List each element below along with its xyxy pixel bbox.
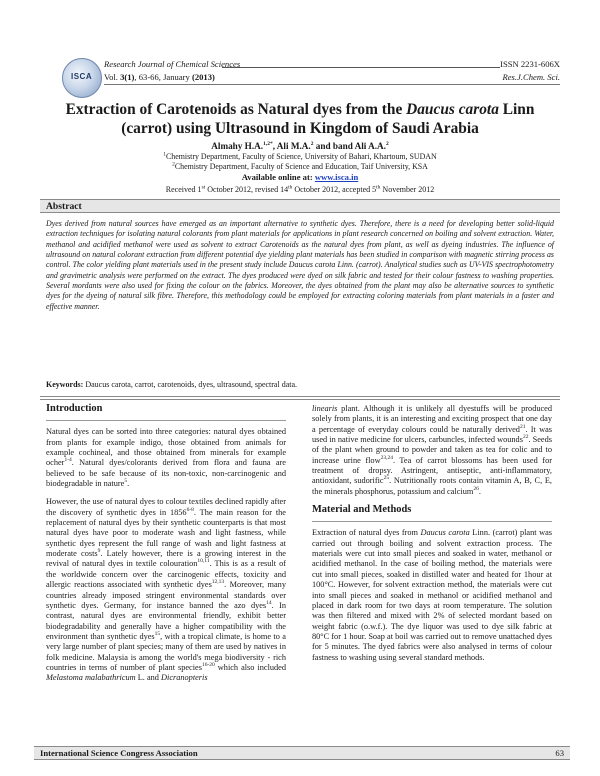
section-heading-methods: Material and Methods	[312, 504, 412, 516]
authors: Almahy H.A.$^{1,2*}$, Ali M.A.$^2$ and band Ali A.A.$^2$	[211, 140, 389, 151]
issn: ISSN 2231-606X	[500, 59, 560, 69]
section-rule	[312, 521, 552, 522]
header-line	[222, 67, 500, 68]
volume-info: Vol. 3(1), 63-66, January (2013)	[104, 72, 215, 82]
page-number: 63	[555, 748, 564, 758]
divider	[40, 399, 560, 400]
journal-abbrev: Res.J.Chem. Sci.	[502, 72, 560, 82]
affiliation-1: $^1$Chemistry Department, Faculty of Science, University of Bahari, Khartoum, SUDAN	[163, 151, 437, 161]
header-rule	[104, 84, 560, 85]
page-footer	[34, 746, 570, 760]
abstract-heading: Abstract	[46, 201, 82, 212]
logo-text: ISCA	[71, 72, 93, 81]
intro-paragraph-2: However, the use of natural dyes to colour textiles declined rapidly after the discovery of synthetic dyes in 1856$^{6-8}$. The main reason for the replacement of natural dyes by their synthetic counterparts is that most natural dyes have poor to moderate wash and light fastness, while synthetic dyes represent the full range of wash and light fastness at moderate costs$^9$. Lately however, there is a growing interest in the revival of natural dyes in textile colouration$^{10,11}$. This is as a result of the worldwide concern over the carcinogenic effects, toxicity and allergic reactions associated with synthetic dyes$^{12,13}$. Moreover, many countries already imposed stringent environmental standards over synthetic dyes. Germany, for instance banned the azo dyes$^{14}$. In contrast, natural dyes are environmental friendly, exhibit better biodegradability and generally have a higher compatibility with the environment than synthetic dyes$^{15}$, with a tropical climate, is home to a very large number of plant species; many of them are used by natives in folk medicine. Malaysia is among the world's mega biodiversity - rich countries in terms of number of plant species$^{16-20}$ which also included Melastoma malabathricum L. and Dicranopteris	[46, 497, 286, 683]
journal-name: Research Journal of Chemical Sciences	[104, 59, 241, 69]
divider	[40, 396, 560, 397]
availability: Available online at: www.isca.in	[241, 172, 359, 182]
keywords: Keywords: Daucus carota, carrot, carotenoids, dyes, ultrasound, spectral data.	[46, 380, 298, 389]
footer-organization: International Science Congress Association	[40, 748, 198, 758]
journal-link[interactable]: www.isca.in	[314, 172, 359, 182]
right-column	[312, 404, 552, 671]
paper-title: Extraction of Carotenoids as Natural dyes from the Daucus carota Linn (carrot) using Ultrasound in Kingdom of Saudi Arabia	[65, 101, 535, 137]
abstract-text: Dyes derived from natural sources have emerged as an important alternative to synthetic dyes. Therefore, there is a need for developing better solid-liquid extraction techniques for isolating natural colorants from plant materials for applications in plant research concerned on boiling and solvent extraction. Water, methanol and acidified methanol were used as solvent to extract Carotenoids as the natural dyes from plant, as well as dyeing industries. The influence of ultrasound on natural colorant extraction from different potential dye yielding plant materials has been studied in comparison with magnetic stirring process as control. The color yielding plant materials used in the present study include Daucus carota Linn. (carrot). Analytical studies such as UV-VIS spectrophotometry and gravimetric analysis were performed on the extract. The dyes produced were dyed on silk fabric and tested for their colour fastness to washing properties. Several mordants were also used for fixing the colour on the fabrics. Moreover, the dyes obtained from the plant may also be alternative sources to synthetic dyes for the dyeing of natural silk fibre. Therefore, this methodology could be employed for extracting coloring materials from plant materials in a faster and effective manner.	[46, 219, 554, 311]
abstract-heading-bar	[40, 199, 560, 213]
journal-logo	[62, 58, 102, 98]
intro-paragraph-1: Natural dyes can be sorted into three categories: natural dyes obtained from plants for example indigo, those obtained from animals for example cochineal, and those obtained from minerals for example ocher$^{1-4}$. Natural dyes/colorants derived from flora and fauna are believed to be safe because of its non-toxic, non-carcinogenic and biodegradable in nature$^5$.	[46, 427, 286, 489]
right-paragraph-1: linearis plant. Although it is unlikely all dyestuffs will be produced solely from plants, it is an interesting and exciting prospect that one day a percentage of everyday colours could be naturally derived$^{21}$. It was used in native medicine for ulcers, carbuncles, infected wounds$^{22}$. Seeds of the plant when ground to powder and taken as tea for colic and to increase urine flow$^{23,24}$. Tea of carrot blossoms has been used for treatment of dropsy. Astringent, antiseptic, anti-inflammatory, antioxidant, sudorific$^{25}$. Nutritionally roots contain vitamin A, B, C, E, the minerals phosphorus, potassium and calcium$^{26}$.	[312, 404, 552, 496]
methods-paragraph: Extraction of natural dyes from Daucus carota Linn. (carrot) plant was carried out through boiling and solvent extraction process. The materials were cut into small pieces and soaked in water, methanol or acidified methanol. In the case of boiling method, the materials were cut into small pieces, soaked in distilled water and heated for 1hour at 100°C. However, for solvent extraction method, the materials were cut into small pieces and soaked in methanol or acidified methanol and placed in dark room for two days at room temperature. The solution was then filtered and mixed with 2% of selected mordant based on weight fabric (o.w.f.). The dye liquor was used to dye silk fabric at 80°C for 1 hour. Soap at boil was carried out to remove unattached dyes for 5 minutes. The dyed fabrics were also analysed in terms of colour fastness to washing using several standard methods.	[312, 528, 553, 662]
affiliation-2: $^2$Chemistry Department, Faculty of Science and Education, Taif University, KSA	[172, 161, 428, 171]
received-dates: Received 1st October 2012, revised 14th October 2012, accepted 5th November 2012	[165, 184, 435, 194]
section-rule	[46, 420, 286, 421]
section-heading-introduction: Introduction	[46, 403, 103, 414]
left-column	[46, 404, 286, 692]
journal-header	[62, 58, 560, 98]
